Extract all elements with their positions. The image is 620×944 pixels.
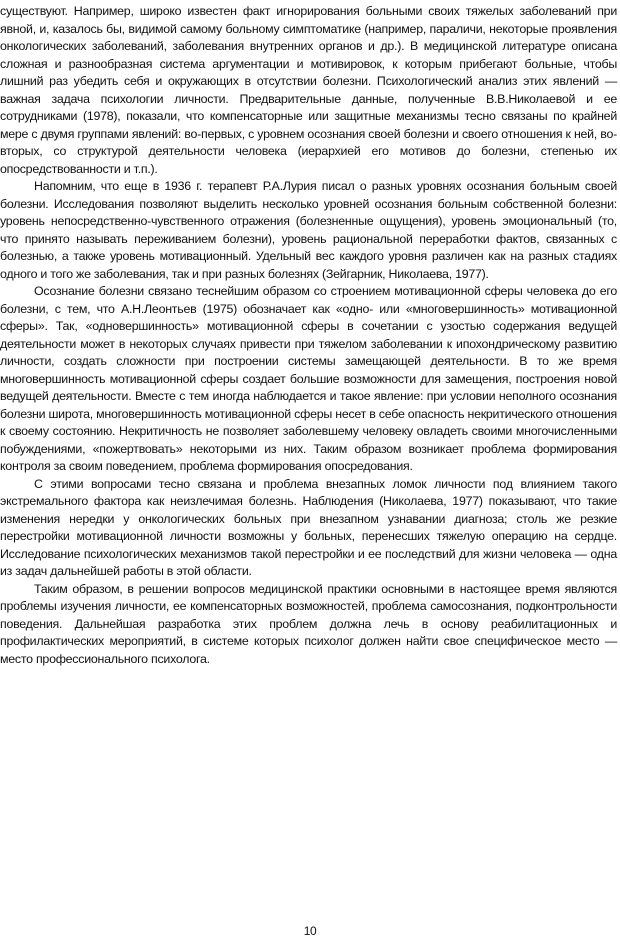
paragraph-1: существуют. Например, широко известен факт игнорирования больными своих тяжелых заболеваний при явной, и, казалось бы, видимой самому больному симптоматике (например, параличи, некоторые проявления онкологических заболеваний, заболевания внутренних органов и др.). В медицинской литературе описана сложная и разнообразная система аргументации и мотивировок, к которым прибегают больные, чтобы лишний раз убедить себя и окружающих в отсутствии болезни. Психологический анализ этих явлений — важная задача психологии личности. Предварительные данные, полученные В.В.Николаевой и ее сотрудниками (1978), показали, что компенсаторные или защитные механизмы тесно связаны по крайней мере с двумя группами явлений: во-первых, с уровнем осознания своей болезни и своего отношения к ней, во-вторых, со структурой деятельности человека (иерархией его мотивов до болезни, степенью их опосредствованности и т.п.).: [0, 4, 617, 176]
page-number: 10: [303, 924, 317, 938]
paragraph-5: Таким образом, в решении вопросов медицинской практики основными в настоящее время являются проблемы изучения личности, ее компенсаторных возможностей, проблема самосознания, подконтрольности поведения. Дальнейшая разработка этих проблем должна лечь в основу реабилитационных и профилактических мероприятий, в системе которых психолог должен найти свое специфическое место — место профессионального психолога.: [0, 581, 617, 666]
paragraph-2: Напомним, что еще в 1936 г. терапевт Р.А.Лурия писал о разных уровнях осознания больным своей болезни. Исследования позволяют выделить несколько уровней осознания больным собственной болезни: уровень непосредственно-чувственного отражения (болезненные ощущения), уровень эмоциональный (то, что принято называть переживанием болезни), уровень рациональной переработки фактов, связанных с болезнью, а также уровень мотивационный. Удельный вес каждого уровня различен как на разных стадиях одного и того же заболевания, так и при разных болезнях (Зейгарник, Николаева, 1977).: [0, 179, 617, 281]
paragraph-3: Осознание болезни связано теснейшим образом со строением мотивационной сферы человека до его болезни, с тем, что А.Н.Леонтьев (1975) обозначает как «одно- или «многовершинность» мотивационной сферы». Так, «одновершинность» мотивационной сферы в сочетании с узостью содержания ведущей деятельности может в некоторых случаях привести при тяжелом заболевании к ипохондрическому развитию личности, создать сложности при построении системы замещающей деятельности. В то же время многовершинность мотивационной сферы создает большие возможности для замещения, построения новой ведущей деятельности. Вместе с тем иногда наблюдается и такое явление: при условии неполного осознания болезни широта, многовершинность мотивационной сферы несет в себе опасность некритического отношения к своему состоянию. Некритичность не позволяет заболевшему человеку овладеть своими многочисленными побуждениями, «пожертвовать» некоторыми из них. Таким образом возникает проблема формирования контроля за своим поведением, проблема формирования опосредования.: [0, 284, 617, 473]
paragraph-4: С этими вопросами тесно связана и проблема внезапных ломок личности под влиянием такого экстремального фактора как неизлечимая болезнь. Наблюдения (Николаева, 1977) показывают, что такие изменения нередки у онкологических больных при внезапном узнавании диагноза; столь же резкие перестройки мотивационной личности возможны у больных, перенесших тяжелую операцию на сердце. Исследование психологических механизмов такой перестройки и ее последствий для жизни человека — одна из задач дальнейшей работы в этой области.: [0, 476, 617, 578]
